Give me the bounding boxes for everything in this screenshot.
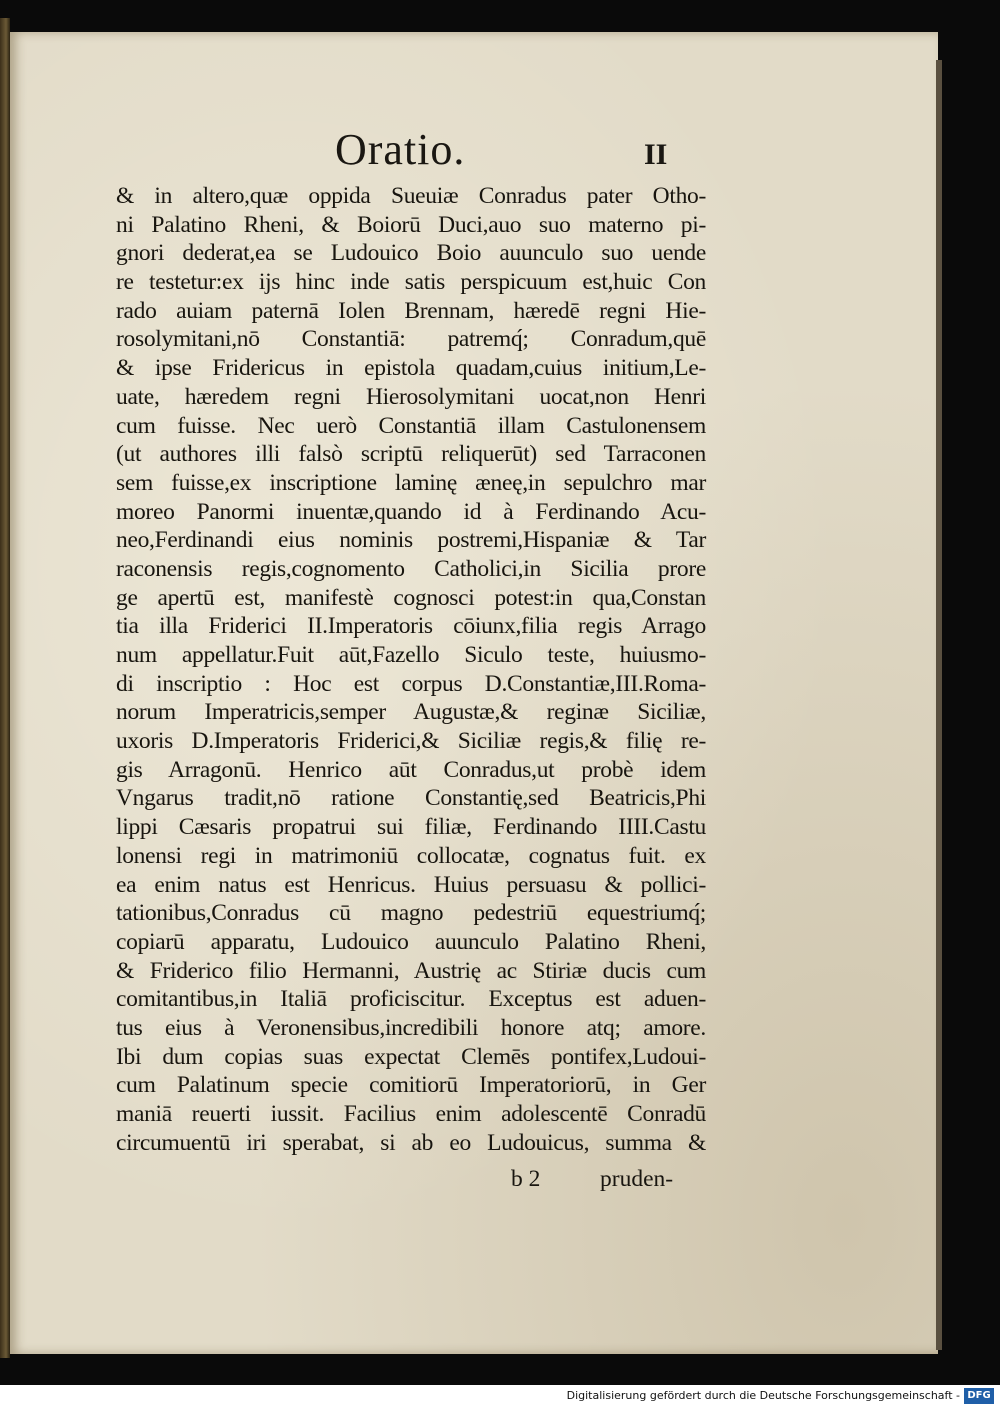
text-line: (ut authores illi falsò scriptū reliquerūt) sed Tarraconen (116, 441, 706, 468)
catchline (0, 1166, 1000, 1196)
text-line: ni Palatino Rheni, & Boiorū Duci,auo suo materno pi- (116, 211, 706, 238)
text-line: copiarū apparatu, Ludouico auunculo Palatino Rheni, (116, 928, 706, 955)
footer-bar (0, 1385, 1000, 1408)
catchword: pruden- (600, 1166, 674, 1192)
text-line: cum fuisse. Nec uerò Constantiā illam Castulonensem (116, 412, 706, 439)
text-line: gnori dederat,ea se Ludouico Boio auunculo suo uende (116, 240, 706, 267)
text-line: & in altero,quæ oppida Sueuiæ Conradus pater Otho- (116, 183, 706, 209)
text-line: & ipse Fridericus in epistola quadam,cuius initium,Le- (116, 355, 706, 382)
text-line: rosolymitani,nō Constantiā: patremq́; Conradum,quē (116, 326, 706, 353)
text-line: lonensi regi in matrimoniū collocatæ, cognatus fuit. ex (116, 842, 706, 869)
book-spine-edge (0, 18, 10, 1358)
text-line: moreo Panormi inuentæ,quando id à Ferdinando Acu- (116, 498, 706, 525)
text-line: sem fuisse,ex inscriptione laminę æneę,in sepulchro mar (116, 469, 706, 496)
text-line: tia illa Friderici II.Imperatoris cōiunx,filia regis Arrago (116, 613, 706, 640)
text-line: tus eius à Veronensibus,incredibili honore atq; amore. (116, 1014, 706, 1041)
text-line: ea enim natus est Henricus. Huius persuasu & pollici- (116, 871, 706, 898)
running-head: Oratio. (335, 125, 466, 174)
text-line: cum Palatinum specie comitiorū Imperatoriorū, in Ger (116, 1072, 706, 1099)
text-line: ge apertū est, manifestè cognosci potest:in qua,Constan (116, 584, 706, 611)
text-line: num appellatur.Fuit aūt,Fazello Siculo teste, huiusmo- (116, 642, 706, 668)
text-line: Vngarus tradit,nō ratione Constantię,sed Beatricis,Phi (116, 785, 706, 812)
dfg-logo: DFG (964, 1388, 994, 1404)
text-line: rado auiam paternā Iolen Brennam, hæredē regni Hie- (116, 297, 706, 324)
text-line: tationibus,Conradus cū magno pedestriū equestriumq́; (116, 900, 706, 927)
text-line: neo,Ferdinandi eius nominis postremi,Hispaniæ & Tar (116, 527, 706, 554)
footer-credit: Digitalisierung gefördert durch die Deutsche Forschungsgemeinschaft - (566, 1389, 960, 1402)
text-line: comitantibus,in Italiā proficiscitur. Exceptus est aduen- (116, 986, 706, 1013)
page-edge (936, 60, 942, 1350)
signature-mark: b 2 (511, 1166, 541, 1192)
text-line: lippi Cæsaris propatrui sui filiæ, Ferdinando IIII.Castu (116, 814, 706, 841)
text-line: Ibi dum copias suas expectat Clemēs pontifex,Ludoui- (116, 1043, 706, 1070)
body-text (116, 182, 706, 1157)
text-line: norum Imperatricis,semper Augustæ,& reginæ Siciliæ, (116, 699, 706, 726)
text-line: di inscriptio : Hoc est corpus D.Constantiæ,III.Roma- (116, 670, 706, 697)
text-line: uxoris D.Imperatoris Friderici,& Siciliæ regis,& filię re- (116, 728, 706, 755)
text-line: raconensis regis,cognomento Catholici,in Sicilia prore (116, 555, 706, 582)
folio-number: II (644, 138, 668, 171)
text-line: & Friderico filio Hermanni, Austrię ac Stiriæ ducis cum (116, 957, 706, 984)
text-line: gis Arragonū. Henrico aūt Conradus,ut probè idem (116, 756, 706, 783)
text-line: maniā reuerti iussit. Facilius enim adolescentē Conradū (116, 1101, 706, 1127)
text-line: circumuentū iri sperabat, si ab eo Ludouicus, summa & (116, 1129, 706, 1156)
text-line: uate, hæredem regni Hierosolymitani uocat,non Henri (116, 383, 706, 410)
text-line: re testetur:ex ijs hinc inde satis perspicuum est,huic Con (116, 269, 706, 296)
